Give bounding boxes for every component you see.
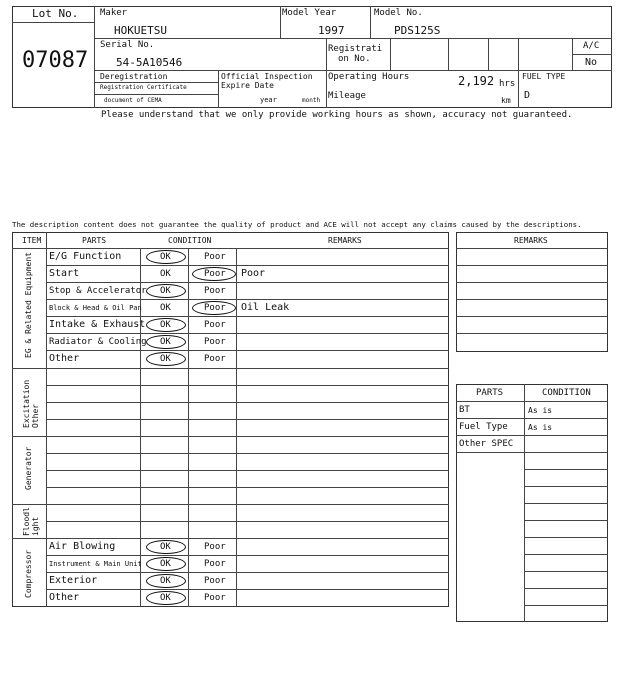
selection-circle	[146, 284, 186, 298]
selection-circle	[192, 267, 236, 281]
poor-option: Poor	[204, 286, 226, 296]
ok-option: OK	[160, 337, 171, 347]
model-no-label: Model No.	[374, 8, 423, 18]
poor-option: Poor	[204, 320, 226, 330]
document-cema-label: document of CEMA	[104, 97, 162, 104]
item-header: ITEM	[22, 236, 42, 245]
selection-circle	[146, 318, 186, 332]
remarks-header: REMARKS	[328, 236, 362, 245]
condition-header: CONDITION	[168, 236, 212, 245]
poor-option: Poor	[204, 337, 226, 347]
right-row-condition: As is	[528, 423, 553, 432]
selection-circle	[146, 540, 186, 554]
description-notice: The description content does not guarantee the quality of product and ACE will not accept any claims caused by the descriptions.	[12, 220, 582, 229]
ok-option: OK	[160, 593, 171, 603]
poor-option: Poor	[204, 354, 226, 364]
deregistration-label: Deregistration	[100, 72, 168, 81]
right-row-condition: As is	[528, 406, 553, 415]
ac-value: No	[585, 57, 598, 68]
right-condition-header: CONDITION	[542, 388, 591, 398]
ok-option: OK	[160, 320, 171, 330]
selection-circle	[146, 591, 186, 605]
poor-option: Poor	[204, 593, 226, 603]
section-generator-label: Generator	[24, 446, 33, 490]
right-row-part: BT	[459, 405, 470, 415]
lot-label: Lot No.	[32, 7, 79, 20]
row-part: E/G Function	[49, 251, 122, 262]
section-compressor-label: Compressor	[24, 549, 33, 598]
model-year-value: 1997	[318, 24, 345, 37]
ok-option: OK	[160, 354, 171, 364]
serial-label: Serial No.	[100, 40, 155, 50]
official-inspection-label-2: Expire Date	[221, 81, 274, 90]
km-label: km	[501, 96, 511, 105]
right-row-part: Other SPEC	[459, 439, 514, 449]
section-eg-label: EG & Related Equipment	[24, 252, 33, 358]
header-box	[12, 6, 612, 108]
ok-option: OK	[160, 269, 171, 279]
selection-circle	[146, 352, 186, 366]
row-part: Air Blowing	[49, 541, 116, 552]
hrs-label: hrs	[499, 79, 516, 89]
selection-circle	[146, 557, 186, 571]
model-no-value: PDS125S	[394, 24, 441, 37]
row-part: Instrument & Main Unit	[49, 560, 142, 568]
poor-option: Poor	[204, 559, 226, 569]
poor-option: Poor	[204, 542, 226, 552]
disclaimer-text: Please understand that we only provide working hours as shown, accuracy not guaranteed.	[101, 110, 573, 120]
selection-circle	[146, 574, 186, 588]
registration-cert-label: Registration Certificate	[100, 84, 187, 91]
row-part: Start	[49, 268, 80, 279]
maker-value: HOKUETSU	[114, 24, 167, 37]
official-inspection-label-1: Official Inspection	[221, 72, 313, 81]
row-remark: Poor	[241, 268, 266, 279]
lot-number: 07087	[22, 48, 89, 73]
registration-label-2: on No.	[338, 54, 371, 64]
ac-label: A/C	[583, 41, 600, 51]
poor-option: Poor	[204, 576, 226, 586]
row-part: Exterior	[49, 575, 98, 586]
ok-option: OK	[160, 252, 171, 262]
maker-label: Maker	[100, 8, 128, 18]
poor-option: Poor	[204, 252, 226, 262]
model-year-label: Model Year	[282, 8, 337, 18]
right-parts-header: PARTS	[476, 388, 504, 398]
registration-label-1: Registrati	[328, 44, 383, 54]
row-part: Intake & Exhaust	[49, 319, 146, 330]
row-part: Stop & Accelerator	[49, 286, 147, 296]
row-remark: Oil Leak	[241, 302, 290, 313]
section-excitation-label: Excitation Other	[22, 379, 40, 428]
row-part: Radiator & Cooling	[49, 337, 147, 347]
ok-option: OK	[160, 559, 171, 569]
fuel-type-label: FUEL TYPE	[522, 72, 566, 81]
year-label: year	[260, 96, 277, 104]
ok-option: OK	[160, 542, 171, 552]
poor-option: Poor	[204, 303, 226, 313]
section-floodlight-label: Floodl ight	[22, 507, 40, 536]
right-remarks-table	[456, 232, 608, 352]
operating-hours-label: Operating Hours	[328, 72, 410, 82]
selection-circle	[146, 250, 186, 264]
month-label: month	[302, 97, 321, 104]
right-row-part: Fuel Type	[459, 422, 508, 432]
poor-option: Poor	[204, 269, 226, 279]
operating-hours-value: 2,192	[458, 74, 495, 88]
row-part: Other	[49, 353, 80, 364]
right-remarks-header: REMARKS	[514, 236, 548, 245]
row-part: Block & Head & Oil Pan	[49, 304, 142, 312]
serial-value: 54-5A10546	[116, 56, 183, 69]
row-part: Other	[49, 592, 80, 603]
ok-option: OK	[160, 576, 171, 586]
fuel-type-value: D	[524, 90, 531, 101]
selection-circle	[146, 335, 186, 349]
ok-option: OK	[160, 303, 171, 313]
parts-header: PARTS	[82, 236, 107, 245]
selection-circle	[192, 301, 236, 315]
ok-option: OK	[160, 286, 171, 296]
mileage-label: Mileage	[328, 91, 366, 101]
